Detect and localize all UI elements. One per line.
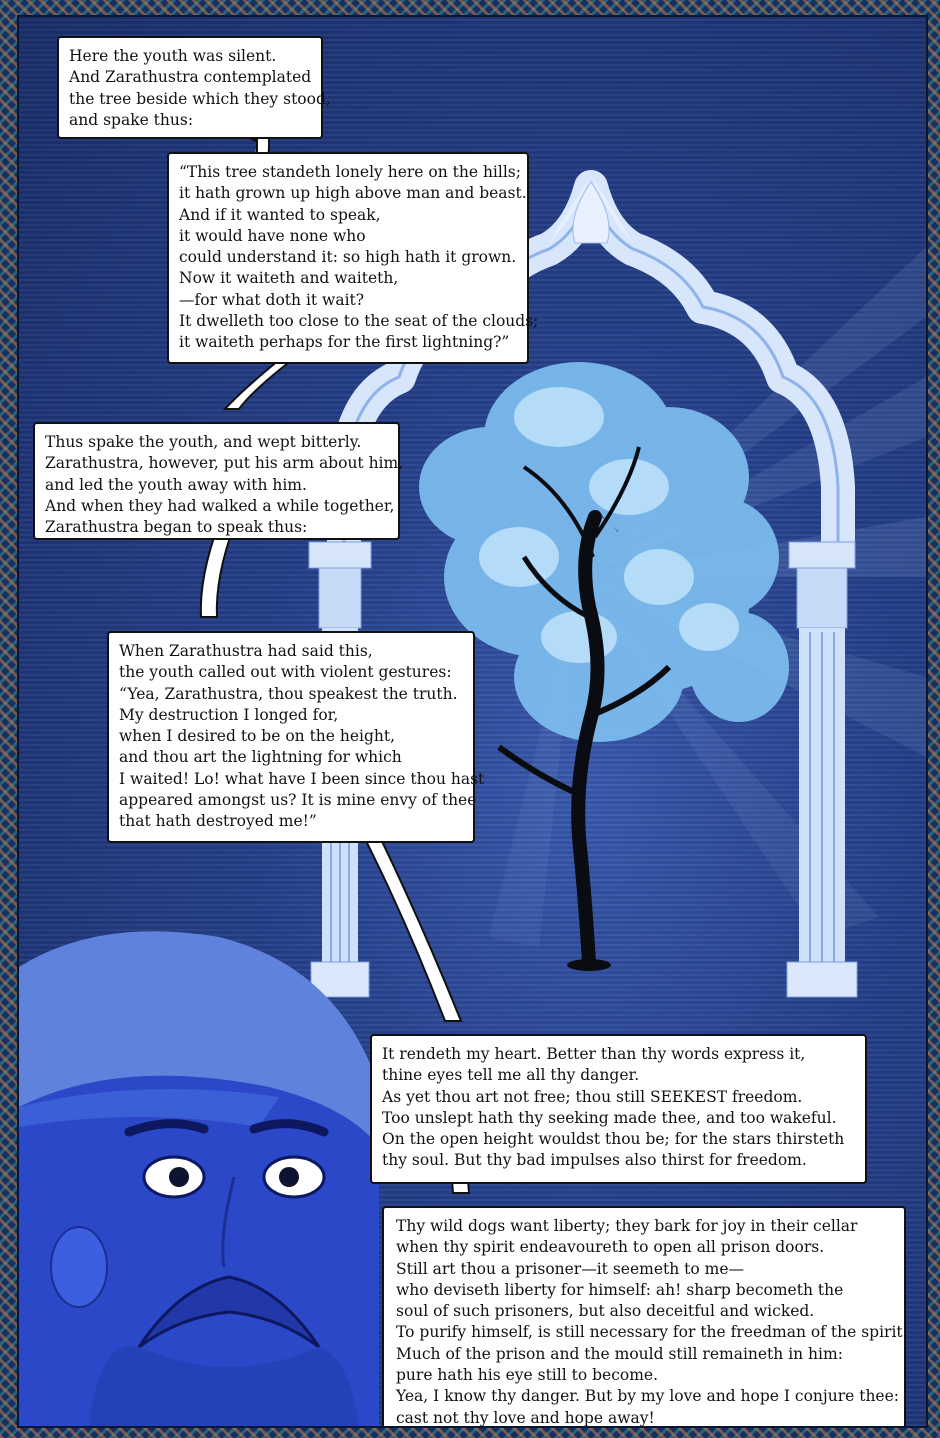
narration-box-4: When Zarathustra had said this, the youth called out with violent gestures: “Yea, Zarathustra, thou speakest the truth. My destruction I longed for, when I desired to be on the height, and thou art the lightning for which I waited! Lo! what have I been since thou hast appeared amongst us? It is mine envy of thee that hath destroyed me!” xyxy=(107,631,475,843)
narration-box-2: “This tree standeth lonely here on the hills; it hath grown up high above man and beast. And if it wanted to speak, it would have none who could understand it: so high hath it grown. Now it waiteth and waiteth, —for what doth it wait? It dwelleth too close to the seat of the clouds; it waiteth perhaps for the first lightning?” xyxy=(167,152,529,364)
narration-box-5: It rendeth my heart. Better than thy words express it, thine eyes tell me all thy danger. As yet thou art not free; thou still SEEKEST freedom. Too unslept hath thy seeking made thee, and too wakeful. On the open height wouldst thou be; for the stars thirsteth thy soul. But thy bad impulses also thirst for freedom. xyxy=(370,1034,867,1184)
narration-box-6: Thy wild dogs want liberty; they bark for joy in their cellar when thy spirit endeavoureth to open all prison doors. Still art thou a prisoner—it seemeth to me— who deviseth liberty for himself: ah! sharp becometh the soul of such prisoners, but also deceitful and wicked. To purify himself, is still necessary for the freedman of the spirit. Much of the prison and the mould still remaineth in him: pure hath his eye still to become. Yea, I know thy danger. But by my love and hope I conjure thee: cast not thy love and hope away! xyxy=(382,1206,906,1428)
narration-box-3: Thus spake the youth, and wept bitterly. Zarathustra, however, put his arm about him, and led the youth away with him. And when they had walked a while together, Zarathustra began to speak thus: xyxy=(33,422,400,540)
narration-box-1: Here the youth was silent. And Zarathustra contemplated the tree beside which they stood, and spake thus: xyxy=(57,36,323,139)
comic-panel xyxy=(17,15,928,1428)
